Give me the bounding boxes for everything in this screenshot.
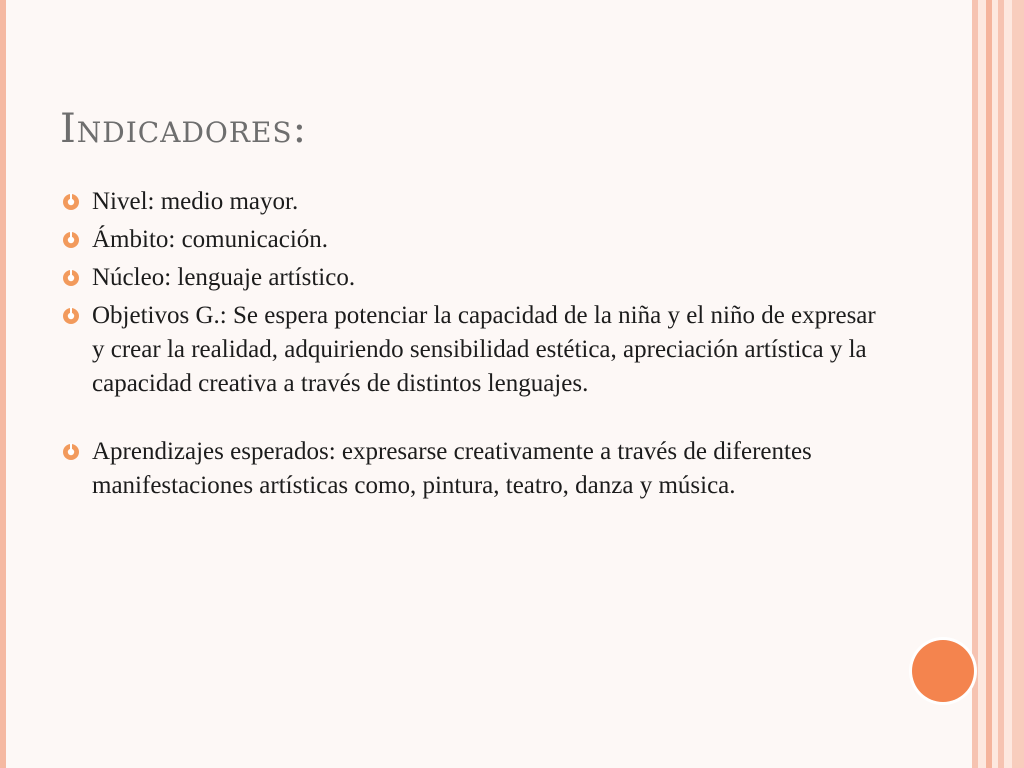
- decorative-stripe: [1004, 0, 1012, 768]
- bullet-item: [62, 261, 892, 295]
- bullet-icon: [62, 269, 80, 287]
- accent-circle: [912, 640, 974, 702]
- bullet-text: Núcleo: lenguaje artístico.: [92, 264, 356, 291]
- bullet-text: Ámbito: comunicación.: [92, 226, 329, 253]
- bullet-icon: [62, 307, 80, 325]
- bullet-text: Nivel: medio mayor.: [92, 188, 299, 215]
- bullet-icon: [62, 443, 80, 461]
- bullet-item: [62, 299, 892, 401]
- bullet-list: [62, 185, 892, 507]
- bullet-icon: [62, 231, 80, 249]
- decorative-stripe: [978, 0, 986, 768]
- bullet-item: [62, 435, 892, 503]
- bullet-text: Aprendizajes esperados: expresarse creativamente a través de diferentes manifestaciones artísticas como, pintura, teatro, danza y música.: [92, 438, 812, 499]
- bullet-text: Objetivos G.: Se espera potenciar la capacidad de la niña y el niño de expresar y crear la realidad, adquiriendo sensibilidad estética, apreciación artística y la capacidad creativa a través de distintos lenguajes.: [92, 302, 876, 397]
- slide-title: Indicadores:: [60, 106, 308, 152]
- bullet-icon: [62, 193, 80, 211]
- bullet-item: [62, 223, 892, 257]
- bullet-item: [62, 185, 892, 219]
- decorative-stripe: [1012, 0, 1024, 768]
